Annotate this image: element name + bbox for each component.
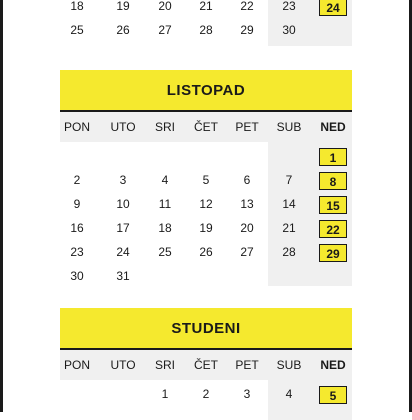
date-cell: 3 — [243, 387, 251, 401]
date-number: 24 — [319, 0, 347, 16]
weekday-uto: UTO — [110, 358, 136, 372]
date-cell: 28 — [199, 23, 213, 37]
date-cell: 18 — [158, 221, 172, 235]
date-cell: 25 — [70, 23, 84, 37]
date-cell: 20 — [158, 0, 172, 13]
date-cell: 3 — [119, 173, 127, 187]
date-cell: 29 — [240, 23, 254, 37]
date-number: 8 — [319, 172, 347, 190]
weekday-pet: PET — [235, 358, 259, 372]
weekday-sub: SUB — [276, 120, 302, 134]
date-cell: 22 — [240, 0, 254, 13]
studeni-grid — [60, 380, 352, 420]
sunday-date-cell — [312, 216, 354, 240]
date-cell: 24 — [116, 245, 130, 259]
date-number: 22 — [319, 220, 347, 238]
sunday-date-cell — [312, 382, 354, 406]
date-cell: 19 — [116, 0, 130, 13]
weekday-čet: ČET — [194, 358, 218, 372]
weekday-sri: SRI — [154, 358, 175, 372]
date-cell: 25 — [158, 245, 172, 259]
date-cell: 4 — [161, 173, 169, 187]
listopad-grid — [60, 142, 352, 286]
date-cell: 28 — [282, 245, 296, 259]
month-top-partial — [60, 0, 352, 46]
date-cell: 16 — [70, 221, 84, 235]
date-cell: 2 — [202, 387, 210, 401]
weekday-pon: PON — [63, 358, 90, 372]
date-cell: 1 — [161, 387, 169, 401]
weekday-uto: UTO — [110, 120, 136, 134]
date-number: 5 — [319, 386, 347, 404]
date-cell: 5 — [202, 173, 210, 187]
date-cell: 30 — [282, 23, 296, 37]
date-cell: 23 — [70, 245, 84, 259]
date-cell: 18 — [70, 0, 84, 13]
date-cell: 13 — [240, 197, 254, 211]
weekday-sub: SUB — [276, 358, 302, 372]
date-cell: 12 — [199, 197, 213, 211]
date-cell: 4 — [285, 387, 293, 401]
date-cell: 10 — [116, 197, 130, 211]
date-cell: 31 — [116, 269, 130, 283]
month-title: STUDENI — [60, 308, 352, 350]
date-cell: 26 — [199, 245, 213, 259]
sunday-date-cell — [312, 0, 354, 18]
month-studeni — [60, 308, 352, 420]
date-cell: 26 — [116, 23, 130, 37]
weekday-pon: PON — [63, 120, 90, 134]
date-number: 29 — [319, 244, 347, 262]
date-cell: 9 — [73, 197, 81, 211]
date-cell: 11 — [158, 197, 172, 211]
weekday-header-row — [60, 350, 352, 380]
date-cell: 21 — [282, 221, 296, 235]
date-cell: 2 — [73, 173, 81, 187]
date-cell: 14 — [282, 197, 296, 211]
month-listopad — [60, 70, 352, 286]
weekday-pet: PET — [235, 120, 259, 134]
date-cell: 19 — [199, 221, 213, 235]
date-cell: 6 — [243, 173, 251, 187]
month-title: LISTOPAD — [60, 70, 352, 112]
date-cell: 27 — [240, 245, 254, 259]
top-partial-grid — [60, 0, 352, 46]
weekday-čet: ČET — [194, 120, 218, 134]
weekday-header-row — [60, 112, 352, 142]
sunday-date-cell — [312, 192, 354, 216]
date-number: 15 — [319, 196, 347, 214]
date-cell: 30 — [70, 269, 84, 283]
sunday-date-cell — [312, 144, 354, 168]
weekday-ned: NED — [320, 358, 346, 372]
date-cell: 27 — [158, 23, 172, 37]
frame-border-left — [0, 0, 3, 412]
date-cell: 21 — [199, 0, 213, 13]
weekday-ned: NED — [320, 120, 346, 134]
date-cell: 23 — [282, 0, 296, 13]
weekday-sri: SRI — [154, 120, 175, 134]
date-cell: 17 — [116, 221, 130, 235]
date-cell: 20 — [240, 221, 254, 235]
sunday-date-cell — [312, 240, 354, 264]
sunday-date-cell — [312, 168, 354, 192]
date-cell: 7 — [285, 173, 293, 187]
date-number: 1 — [319, 148, 347, 166]
